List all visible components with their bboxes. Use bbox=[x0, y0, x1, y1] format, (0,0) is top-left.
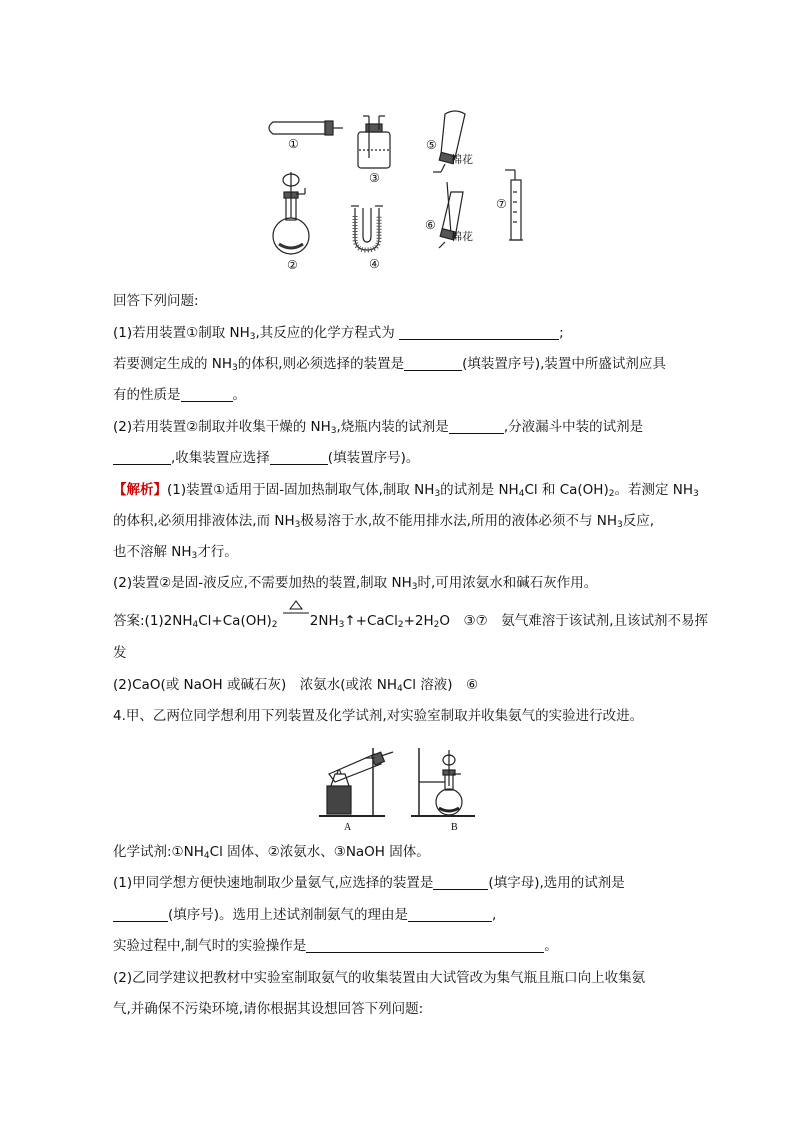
figure-label-1: ① bbox=[288, 137, 299, 151]
answer-blank[interactable] bbox=[404, 356, 462, 371]
analysis-tag: 【解析】 bbox=[113, 482, 167, 498]
reagents-line: 化学试剂$:①NH_4Cl$ 固体、②浓氨水、③NaOH 固体。 bbox=[113, 844, 430, 861]
figure-label-7: ⑦ bbox=[496, 197, 507, 211]
question-1-line-3: 有的性质是 。 bbox=[113, 387, 246, 403]
analysis-line-3: 也不溶解 $NH_3$才行。 bbox=[113, 544, 238, 561]
figure-label-5: ⑤ bbox=[426, 138, 437, 152]
answer-line-3: (2)CaO(或 NaOH 或碱石灰) 浓氨水(或浓 $NH_4Cl$ 溶液) ⑥ bbox=[113, 677, 479, 694]
answer-blank[interactable] bbox=[399, 325, 559, 340]
problem-4-1-line-3: 实验过程中,制气时的实验操作是 。 bbox=[113, 938, 558, 954]
cotton-label-5: 棉花 bbox=[451, 153, 473, 166]
apparatus-figure-1 bbox=[255, 108, 535, 278]
answer-blank[interactable] bbox=[113, 907, 168, 922]
questions-intro: 回答下列问题: bbox=[113, 293, 199, 309]
question-2-line-1: (2)若用装置②制取并收集干燥的 $NH_3$,烧瓶内装的试剂是 ,分液漏斗中装的试剂是 bbox=[113, 419, 644, 436]
figure-label-4: ④ bbox=[369, 257, 380, 271]
answer-blank[interactable] bbox=[433, 875, 488, 890]
problem-4-1-line-2: (填序号)。选用上述试剂制氨气的理由是 , bbox=[113, 905, 496, 925]
question-2-line-2: ,收集装置应选择 (填装置序号)。 bbox=[113, 448, 419, 468]
answer-blank[interactable] bbox=[181, 387, 233, 402]
answer-line-2: 发 bbox=[113, 645, 127, 661]
answer-blank[interactable] bbox=[270, 450, 328, 465]
answer-line-1: 答案$:(1)2NH_4Cl+Ca(OH)_2$ $2NH_3↑+CaCl_2+2H_2O$ ③⑦ 氨气难溶于该试剂,且该试剂不易挥 bbox=[113, 611, 708, 635]
apparatus-figure-2 bbox=[315, 742, 485, 822]
problem-4-intro: 4.甲、乙两位同学想利用下列装置及化学试剂,对实验室制取并收集氨气的实验进行改进。 bbox=[113, 708, 644, 724]
cotton-label-6: 棉花 bbox=[451, 230, 473, 243]
analysis-line-1: 【解析】(1)装置①适用于固-固加热制取气体,制取 $NH_3$的试剂是 $NH_4Cl$ 和 $Ca(OH)_2$。若测定 $NH_3$ bbox=[113, 482, 699, 499]
figure-label-2: ② bbox=[287, 258, 298, 272]
problem-4-1-line-1: (1)甲同学想方便快速地制取少量氨气,应选择的装置是 (填字母),选用的试剂是 bbox=[113, 875, 625, 891]
problem-4-2-line-2: 气,并确保不污染环境,请你根据其设想回答下列问题: bbox=[113, 1001, 424, 1017]
figure-label-A: A bbox=[344, 822, 352, 833]
figure-label-6: ⑥ bbox=[425, 218, 436, 232]
heat-triangle-icon bbox=[282, 611, 310, 631]
problem-4-2-line-1: (2)乙同学建议把教材中实验室制取氨气的收集装置由大试管改为集气瓶且瓶口向上收集氨 bbox=[113, 970, 646, 986]
question-1-line-1: (1)若用装置①制取 $NH_3$,其反应的化学方程式为 ; bbox=[113, 325, 564, 342]
answer-blank[interactable] bbox=[408, 907, 492, 922]
answer-blank[interactable] bbox=[306, 938, 544, 953]
analysis-line-4: (2)装置②是固-液反应,不需要加热的装置,制取 $NH_3$时,可用浓氨水和碱石灰作用。 bbox=[113, 575, 598, 592]
figure-label-B: B bbox=[451, 822, 458, 833]
figure-label-3: ③ bbox=[369, 171, 380, 185]
analysis-line-2: 的体积,必须用排液体法,而 $NH_3$极易溶于水,故不能用排水法,所用的液体必须不与 $NH_3$反应, bbox=[113, 513, 655, 530]
answer-blank[interactable] bbox=[449, 419, 504, 434]
answer-blank[interactable] bbox=[113, 450, 171, 465]
question-1-line-2: 若要测定生成的 $NH_3$的体积,则必须选择的装置是 (填装置序号),装置中所盛试剂应具 bbox=[113, 356, 666, 373]
